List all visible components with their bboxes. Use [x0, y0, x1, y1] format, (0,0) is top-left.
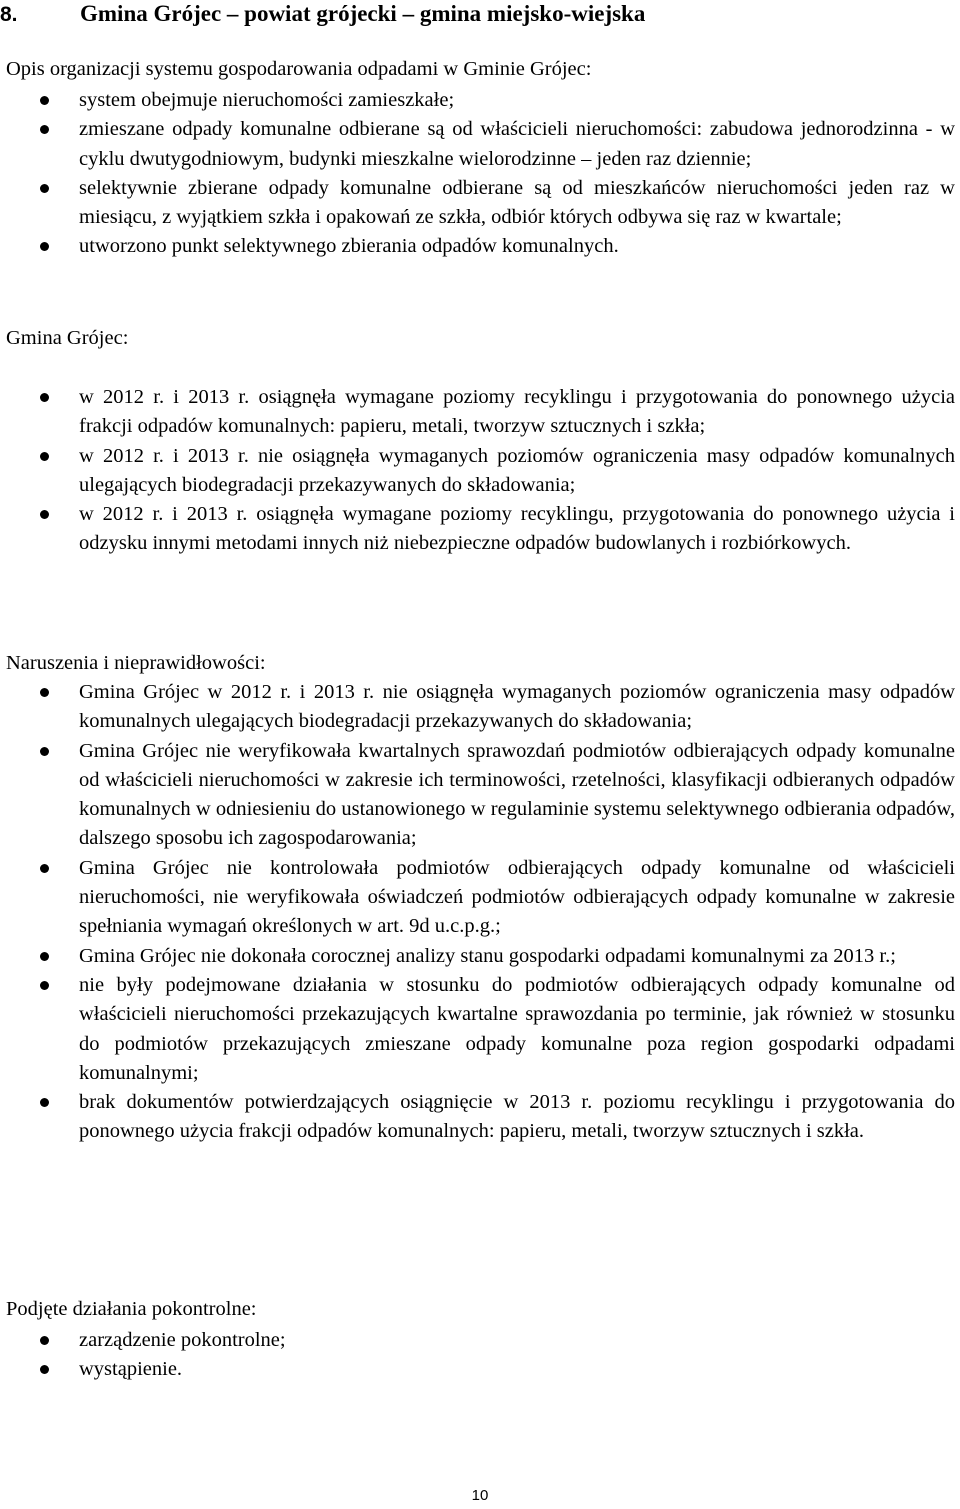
- list-item: [0, 232, 955, 261]
- bullet-icon: [40, 125, 49, 134]
- list-item-text: Gmina Grójec nie weryfikowała kwartalnych sprawozdań podmiotów odbierających odpady komunalne od właścicieli nieruchomości w zakresie ich terminowości, rzetelności, klasyfikacji odbieranych odpadów komunalnych w odniesieniu do ustanowionego w regulaminie systemu selektywnego odbierania odpadów, dalszego sposobu ich zagospodarowania;: [79, 739, 955, 850]
- list-item-text: Gmina Grójec nie dokonała corocznej analizy stanu gospodarki odpadami komunalnymi za 2013 r.;: [79, 944, 896, 967]
- list-item: [0, 442, 955, 501]
- bullet-icon: [40, 96, 49, 105]
- section-title-text: Gmina Grójec – powiat grójecki – gmina miejsko-wiejska: [80, 1, 646, 26]
- list-item: [0, 737, 955, 854]
- list-item: [0, 1326, 955, 1355]
- list-item-text: zarządzenie pokontrolne;: [79, 1329, 286, 1351]
- list-item: [0, 971, 955, 1088]
- list-item: [0, 854, 955, 942]
- list-item-text: selektywnie zbierane odpady komunalne odbierane są od mieszkańców nieruchomości jeden raz w miesiącu, z wyjątkiem szkła i opakowań ze szkła, odbiór których odbywa się raz w kwartale;: [79, 176, 955, 229]
- list-item: [0, 383, 955, 442]
- bullet-icon: [40, 952, 49, 961]
- list-item: [0, 1088, 955, 1147]
- list-item-text: w 2012 r. i 2013 r. osiągnęła wymagane poziomy recyklingu i przygotowania do ponownego użycia frakcji odpadów komunalnych: papieru, metali, tworzyw sztucznych i szkła;: [79, 386, 955, 438]
- list-item: [0, 500, 955, 559]
- bullet-icon: [40, 393, 49, 402]
- violations-list: [0, 678, 955, 1147]
- gmina-results-title: Gmina Grójec:: [6, 327, 129, 349]
- bullet-icon: [40, 1365, 49, 1374]
- list-item-text: Gmina Grójec w 2012 r. i 2013 r. nie osiągnęła wymaganych poziomów ograniczenia masy odpadów komunalnych ulegających biodegradacji przekazywanych do składowania;: [79, 681, 955, 733]
- list-item-text: wystąpienie.: [79, 1358, 183, 1381]
- list-item: [0, 942, 955, 971]
- list-item-text: nie były podejmowane działania w stosunku do podmiotów odbierających odpady komunalne od właścicieli nieruchomości przekazujących kwartalne sprawozdania po terminie, jak również w stosunku do podmiotów przekazujących zmieszane odpady komunalne poza region gospodarki odpadami komunalnymi;: [79, 973, 955, 1084]
- bullet-icon: [40, 452, 49, 461]
- violations-title: Naruszenia i nieprawidłowości:: [6, 652, 266, 674]
- bullet-icon: [40, 1336, 49, 1345]
- list-item: [0, 115, 955, 174]
- list-item-text: Gmina Grójec nie kontrolowała podmiotów odbierających odpady komunalne od właścicieli nieruchomości, nie weryfikowała oświadczeń podmiotów odbierających odpady komunalne w zakresie spełniania wymagań określonych w art. 9d u.c.p.g.;: [79, 856, 955, 938]
- follow-up-list: [0, 1326, 955, 1385]
- list-item-text: utworzono punkt selektywnego zbierania odpadów komunalnych.: [79, 235, 619, 258]
- bullet-icon: [40, 981, 49, 990]
- bullet-icon: [40, 747, 49, 756]
- bullet-icon: [40, 242, 49, 251]
- list-item: [0, 678, 955, 737]
- list-item-text: system obejmuje nieruchomości zamieszkałe;: [79, 89, 455, 111]
- list-item: [0, 86, 955, 115]
- page-number: 10: [471, 1487, 489, 1504]
- gmina-results-list: [0, 383, 955, 559]
- list-item-text: brak dokumentów potwierdzających osiągnięcie w 2013 r. poziomu recyklingu i przygotowania do ponownego użycia frakcji odpadów komunalnych: papieru, metali, tworzyw sztucznych i szkła.: [79, 1091, 955, 1143]
- bullet-icon: [40, 184, 49, 193]
- list-item: [0, 174, 955, 233]
- list-item: [0, 1355, 955, 1384]
- follow-up-title: Podjęte działania pokontrolne:: [6, 1298, 257, 1320]
- list-item-text: zmieszane odpady komunalne odbierane są od właścicieli nieruchomości: zabudowa jednorodzinna - w cyklu dwutygodniowym, budynki mieszkalne wielorodzinne – jeden raz dziennie;: [79, 118, 955, 170]
- bullet-icon: [40, 1098, 49, 1107]
- list-item-text: w 2012 r. i 2013 r. nie osiągnęła wymaganych poziomów ograniczenia masy odpadów komunalnych ulegających biodegradacji przekazywanych do składowania;: [79, 444, 955, 496]
- bullet-icon: [40, 688, 49, 697]
- section-heading: [0, 0, 645, 28]
- bullet-icon: [40, 510, 49, 519]
- list-item-text: w 2012 r. i 2013 r. osiągnęła wymagane poziomy recyklingu, przygotowania do ponownego użycia i odzysku innymi metodami innych niż niebezpieczne odpadów budowlanych i rozbiórkowych.: [79, 503, 955, 555]
- system-description-list: [0, 86, 955, 262]
- section-number: 8.: [0, 3, 18, 26]
- system-description-title: Opis organizacji systemu gospodarowania odpadami w Gminie Grójec:: [6, 58, 592, 80]
- bullet-icon: [40, 864, 49, 873]
